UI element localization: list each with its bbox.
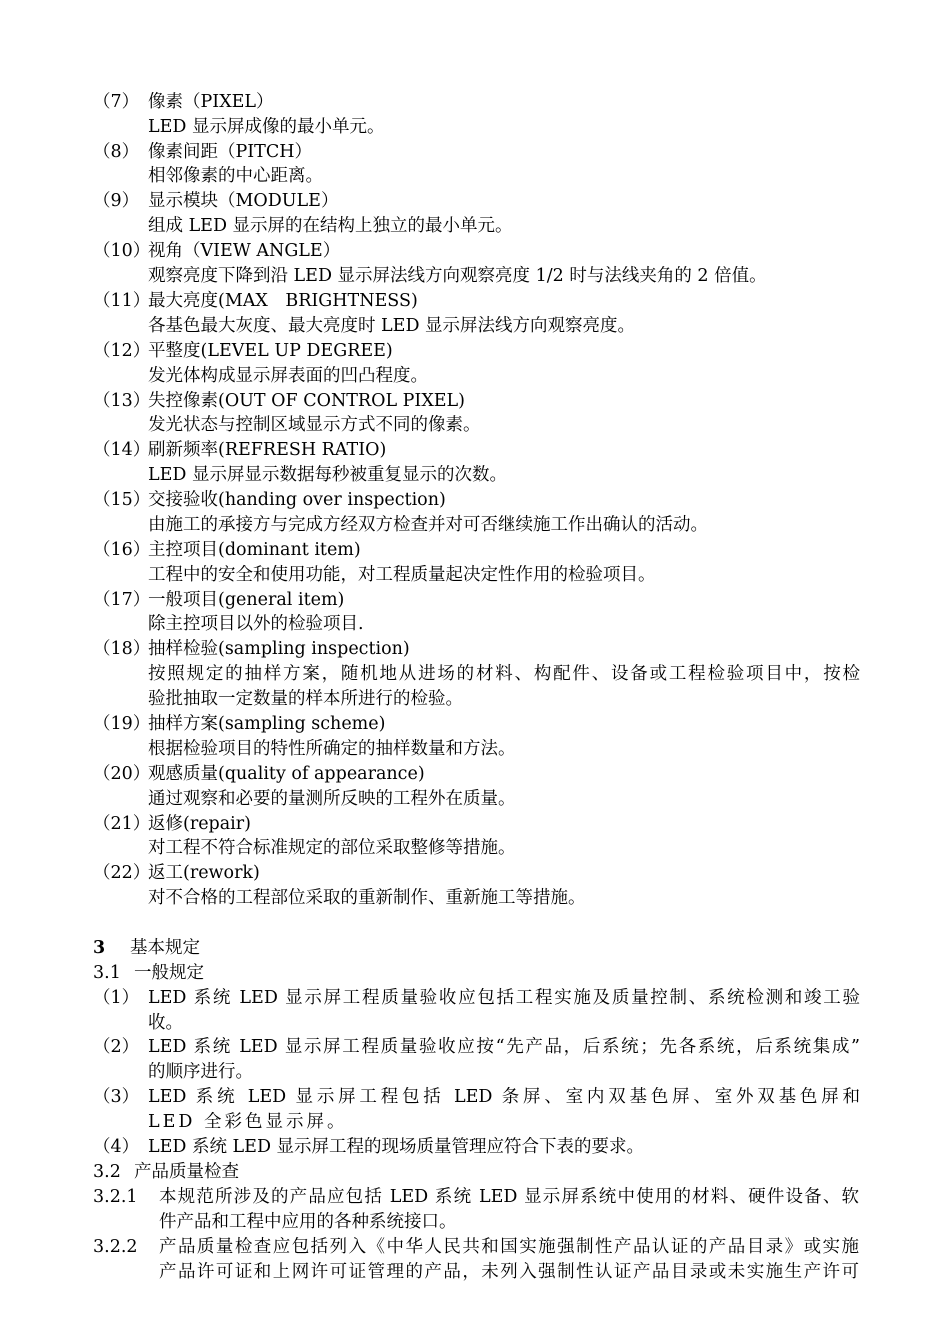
subsection-title: 一般规定 (134, 963, 204, 983)
item-text: LED 系统 LED 显示屏工程的现场质量管理应符合下表的要求。 (148, 1137, 645, 1157)
section-title: 基本规定 (130, 938, 200, 958)
term-title: 平整度(LEVEL UP DEGREE) (148, 341, 393, 361)
term-description: 根据检验项目的特性所确定的抽样数量和方法。 (148, 739, 516, 759)
term-title: 刷新频率(REFRESH RATIO) (148, 440, 387, 460)
term-number: （8） (93, 142, 140, 162)
term-title: 像素（PIXEL） (148, 92, 274, 112)
clause-number: 3.2.1 (93, 1187, 138, 1207)
term-description: 工程中的安全和使用功能，对工程质量起决定性作用的检验项目。 (148, 565, 656, 585)
term-title: 观感质量(quality of appearance) (148, 764, 425, 784)
term-description: LED 显示屏显示数据每秒被重复显示的次数。 (148, 465, 507, 485)
term-title: 视角（VIEW ANGLE） (148, 241, 341, 261)
subsection-number: 3.2 (93, 1162, 121, 1182)
item-text: LED 全彩色显示屏。 (148, 1112, 348, 1132)
term-number: （10） (93, 241, 151, 261)
term-description: LED 显示屏成像的最小单元。 (148, 117, 385, 137)
term-title: 主控项目(dominant item) (148, 540, 361, 560)
item-text: 收。 (148, 1013, 183, 1033)
term-title: 一般项目(general item) (148, 590, 345, 610)
term-number: （7） (93, 92, 140, 112)
term-number: （14） (93, 440, 151, 460)
term-number: （19） (93, 714, 151, 734)
term-number: （20） (93, 764, 151, 784)
term-description: 各基色最大灰度、最大亮度时 LED 显示屏法线方向观察亮度。 (148, 316, 636, 336)
term-description: 发光状态与控制区域显示方式不同的像素。 (148, 415, 481, 435)
subsection-title: 产品质量检查 (134, 1162, 239, 1182)
term-number: （17） (93, 590, 151, 610)
item-text: LED 系统 LED 显示屏工程包括 LED 条屏、室内双基色屏、室外双基色屏和 (148, 1087, 860, 1107)
term-number: （15） (93, 490, 151, 510)
item-text: LED 系统 LED 显示屏工程质量验收应按“先产品，后系统；先各系统，后系统集成” (148, 1037, 860, 1057)
term-description: 验批抽取一定数量的样本所进行的检验。 (148, 689, 463, 709)
term-description: 通过观察和必要的量测所反映的工程外在质量。 (148, 789, 516, 809)
term-number: （9） (93, 191, 140, 211)
term-title: 抽样检验(sampling inspection) (148, 639, 410, 659)
term-title: 返工(rework) (148, 863, 260, 883)
term-number: （16） (93, 540, 151, 560)
term-description: 发光体构成显示屏表面的凹凸程度。 (148, 366, 428, 386)
clause-text: 产品许可证和上网许可证管理的产品，未列入强制性认证产品目录或未实施生产许可 (159, 1262, 859, 1282)
term-title: 最大亮度(MAX BRIGHTNESS) (148, 291, 418, 311)
term-description: 对不合格的工程部位采取的重新制作、重新施工等措施。 (148, 888, 586, 908)
item-number: （4） (93, 1137, 140, 1157)
clause-text: 件产品和工程中应用的各种系统接口。 (159, 1212, 457, 1232)
term-number: （21） (93, 814, 151, 834)
term-number: （12） (93, 341, 151, 361)
clause-number: 3.2.2 (93, 1237, 138, 1257)
term-number: （22） (93, 863, 151, 883)
term-title: 返修(repair) (148, 814, 251, 834)
clause-text: 本规范所涉及的产品应包括 LED 系统 LED 显示屏系统中使用的材料、硬件设备、软 (159, 1187, 859, 1207)
term-description: 由施工的承接方与完成方经双方检查并对可否继续施工作出确认的活动。 (148, 515, 708, 535)
term-description: 观察亮度下降到沿 LED 显示屏法线方向观察亮度 1/2 时与法线夹角的 2 倍值。 (148, 266, 767, 286)
term-title: 像素间距（PITCH） (148, 142, 313, 162)
term-title: 交接验收(handing over inspection) (148, 490, 446, 510)
term-description: 对工程不符合标准规定的部位采取整修等措施。 (148, 838, 516, 858)
term-title: 失控像素(OUT OF CONTROL PIXEL) (148, 391, 466, 411)
term-description: 相邻像素的中心距离。 (148, 166, 323, 186)
term-description: 组成 LED 显示屏的在结构上独立的最小单元。 (148, 216, 513, 236)
term-title: 显示模块（MODULE） (148, 191, 339, 211)
term-description: 按照规定的抽样方案，随机地从进场的材料、构配件、设备或工程检验项目中，按检 (148, 664, 860, 684)
section-number: 3 (93, 938, 106, 958)
term-number: （18） (93, 639, 151, 659)
item-number: （1） (93, 988, 140, 1008)
subsection-number: 3.1 (93, 963, 121, 983)
item-text: LED 系统 LED 显示屏工程质量验收应包括工程实施及质量控制、系统检测和竣工验 (148, 988, 860, 1008)
clause-text: 产品质量检查应包括列入《中华人民共和国实施强制性产品认证的产品目录》或实施 (159, 1237, 859, 1257)
item-number: （2） (93, 1037, 140, 1057)
term-title: 抽样方案(sampling scheme) (148, 714, 386, 734)
item-text: 的顺序进行。 (148, 1062, 253, 1082)
term-number: （11） (93, 291, 151, 311)
item-number: （3） (93, 1087, 140, 1107)
term-number: （13） (93, 391, 151, 411)
term-description: 除主控项目以外的检验项目. (148, 614, 364, 634)
